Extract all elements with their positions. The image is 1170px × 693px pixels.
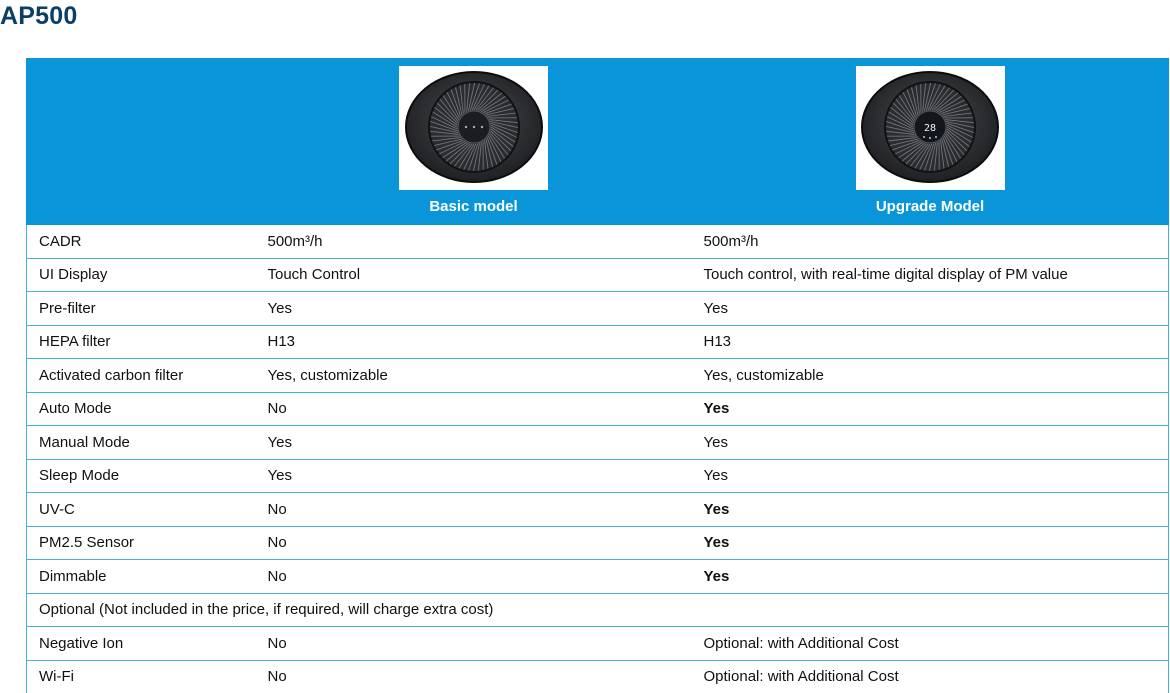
- feature-cell: CADR: [27, 225, 256, 259]
- basic-value-cell: No: [256, 493, 692, 527]
- table-row: [27, 359, 1169, 393]
- upgrade-value-cell: Touch control, with real-time digital display of PM value: [692, 258, 1169, 292]
- basic-value-cell: 500m³/h: [256, 225, 692, 259]
- table-row: [27, 292, 1169, 326]
- air-purifier-basic-icon: [399, 66, 548, 190]
- basic-value-cell: No: [256, 392, 692, 426]
- basic-value-cell: No: [256, 526, 692, 560]
- basic-model-label: Basic model: [429, 198, 518, 215]
- table-row: [27, 660, 1169, 693]
- table-row: [27, 426, 1169, 460]
- table-row: [27, 325, 1169, 359]
- optional-note: Optional (Not included in the price, if required, will charge extra cost): [27, 593, 1169, 627]
- feature-cell: Negative Ion: [27, 627, 256, 661]
- feature-cell: Pre-filter: [27, 292, 256, 326]
- page-title: AP500: [0, 2, 78, 30]
- basic-value-cell: Touch Control: [256, 258, 692, 292]
- table-row: [27, 225, 1169, 259]
- header-upgrade-model: [692, 59, 1169, 225]
- upgrade-value-cell: Yes: [692, 526, 1169, 560]
- feature-cell: Activated carbon filter: [27, 359, 256, 393]
- upgrade-value-cell: Yes: [692, 426, 1169, 460]
- upgrade-value-cell: Yes: [692, 560, 1169, 594]
- table-row: [27, 392, 1169, 426]
- basic-value-cell: H13: [256, 325, 692, 359]
- table-row: [27, 526, 1169, 560]
- upgrade-value-cell: Yes: [692, 459, 1169, 493]
- feature-cell: UV-C: [27, 493, 256, 527]
- feature-cell: HEPA filter: [27, 325, 256, 359]
- feature-cell: Dimmable: [27, 560, 256, 594]
- feature-cell: PM2.5 Sensor: [27, 526, 256, 560]
- basic-value-cell: Yes, customizable: [256, 359, 692, 393]
- upgrade-value-cell: Yes: [692, 493, 1169, 527]
- feature-cell: Sleep Mode: [27, 459, 256, 493]
- header-row: [27, 59, 1169, 225]
- feature-cell: UI Display: [27, 258, 256, 292]
- comparison-table: [26, 58, 1169, 693]
- air-purifier-upgrade-icon: [856, 66, 1005, 190]
- basic-value-cell: Yes: [256, 292, 692, 326]
- feature-cell: Auto Mode: [27, 392, 256, 426]
- basic-value-cell: No: [256, 560, 692, 594]
- comparison-body: [27, 225, 1169, 693]
- table-row: [27, 627, 1169, 661]
- table-row: [27, 459, 1169, 493]
- header-empty-cell: [27, 59, 256, 225]
- comparison-table-wrap: [26, 58, 1168, 693]
- pm-readout: 28: [923, 123, 937, 134]
- header-basic-model: [256, 59, 692, 225]
- feature-cell: Wi-Fi: [27, 660, 256, 693]
- basic-value-cell: Yes: [256, 459, 692, 493]
- basic-value-cell: Yes: [256, 426, 692, 460]
- table-row: [27, 493, 1169, 527]
- upgrade-value-cell: H13: [692, 325, 1169, 359]
- upgrade-value-cell: Yes, customizable: [692, 359, 1169, 393]
- upgrade-value-cell: Optional: with Additional Cost: [692, 627, 1169, 661]
- upgrade-value-cell: Yes: [692, 292, 1169, 326]
- upgrade-value-cell: 500m³/h: [692, 225, 1169, 259]
- upgrade-value-cell: Optional: with Additional Cost: [692, 660, 1169, 693]
- basic-value-cell: No: [256, 660, 692, 693]
- basic-value-cell: No: [256, 627, 692, 661]
- table-row: [27, 258, 1169, 292]
- feature-cell: Manual Mode: [27, 426, 256, 460]
- upgrade-model-label: Upgrade Model: [875, 198, 985, 215]
- optional-note-row: [27, 593, 1169, 627]
- table-row: [27, 560, 1169, 594]
- upgrade-value-cell: Yes: [692, 392, 1169, 426]
